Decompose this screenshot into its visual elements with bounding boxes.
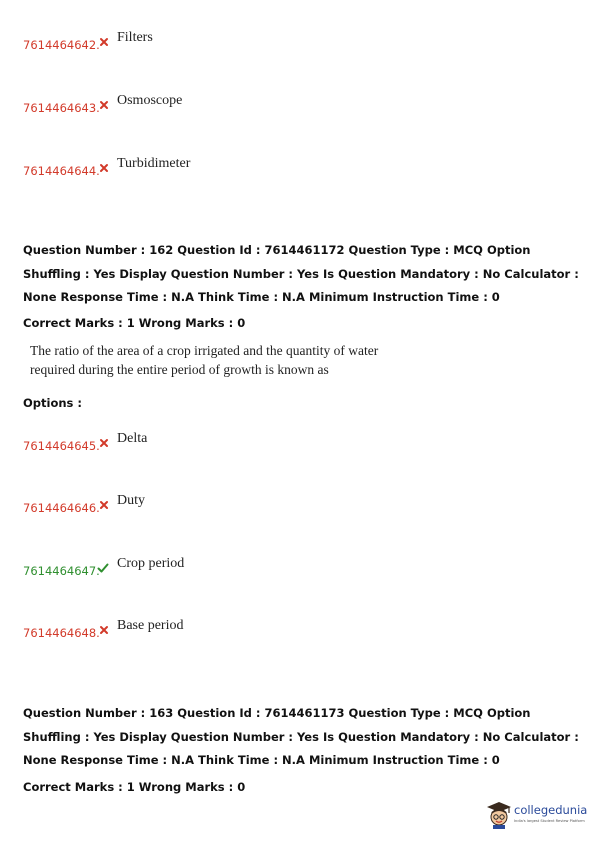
question-metadata: Question Number : 162 Question Id : 7614461172 Question Type : MCQ Option Shuffling : Yes Display Question Number : Yes Is Question Mandatory : No Calculator : None Response Time : N.A Think Time : N.A Minimum Instruction Time : 0 — [23, 243, 579, 304]
student-mascot-icon — [486, 801, 512, 829]
question-metadata: Question Number : 163 Question Id : 7614461173 Question Type : MCQ Option Shuffling : Yes Display Question Number : Yes Is Question Mandatory : No Calculator : None Response Time : N.A Think Time : N.A Minimum Instruction Time : 0 — [23, 706, 579, 767]
question-text-line: The ratio of the area of a crop irrigated and the quantity of water — [30, 343, 379, 358]
option-text: Osmoscope — [117, 93, 183, 108]
option-id: 7614464646. — [23, 501, 100, 515]
option-text: Base period — [117, 618, 184, 633]
option-text: Duty — [117, 493, 145, 508]
question-text — [30, 341, 450, 379]
cross-icon — [99, 163, 109, 173]
options-label: Options : — [23, 396, 82, 410]
option-id: 7614464647. — [23, 564, 100, 578]
option-id: 7614464648. — [23, 626, 100, 640]
cross-icon — [99, 37, 109, 47]
question-text-line: required during the entire period of growth is known as — [30, 362, 329, 377]
logo-tagline: India's largest Student Review Platform — [514, 819, 585, 823]
cross-icon — [99, 100, 109, 110]
cross-icon — [99, 625, 109, 635]
logo-name: collegedunia — [514, 803, 588, 817]
marks-info: Correct Marks : 1 Wrong Marks : 0 — [23, 316, 246, 330]
option-text: Turbidimeter — [117, 156, 191, 171]
marks-info: Correct Marks : 1 Wrong Marks : 0 — [23, 780, 246, 794]
cross-icon — [99, 500, 109, 510]
option-id: 7614464642. — [23, 38, 100, 52]
option-text: Crop period — [117, 556, 185, 571]
option-text: Delta — [117, 431, 148, 446]
option-text: Filters — [117, 30, 153, 45]
option-id: 7614464644. — [23, 164, 100, 178]
checkmark-icon — [97, 562, 109, 574]
collegedunia-logo — [486, 800, 591, 832]
option-id: 7614464645. — [23, 439, 100, 453]
cross-icon — [99, 438, 109, 448]
option-id: 7614464643. — [23, 101, 100, 115]
